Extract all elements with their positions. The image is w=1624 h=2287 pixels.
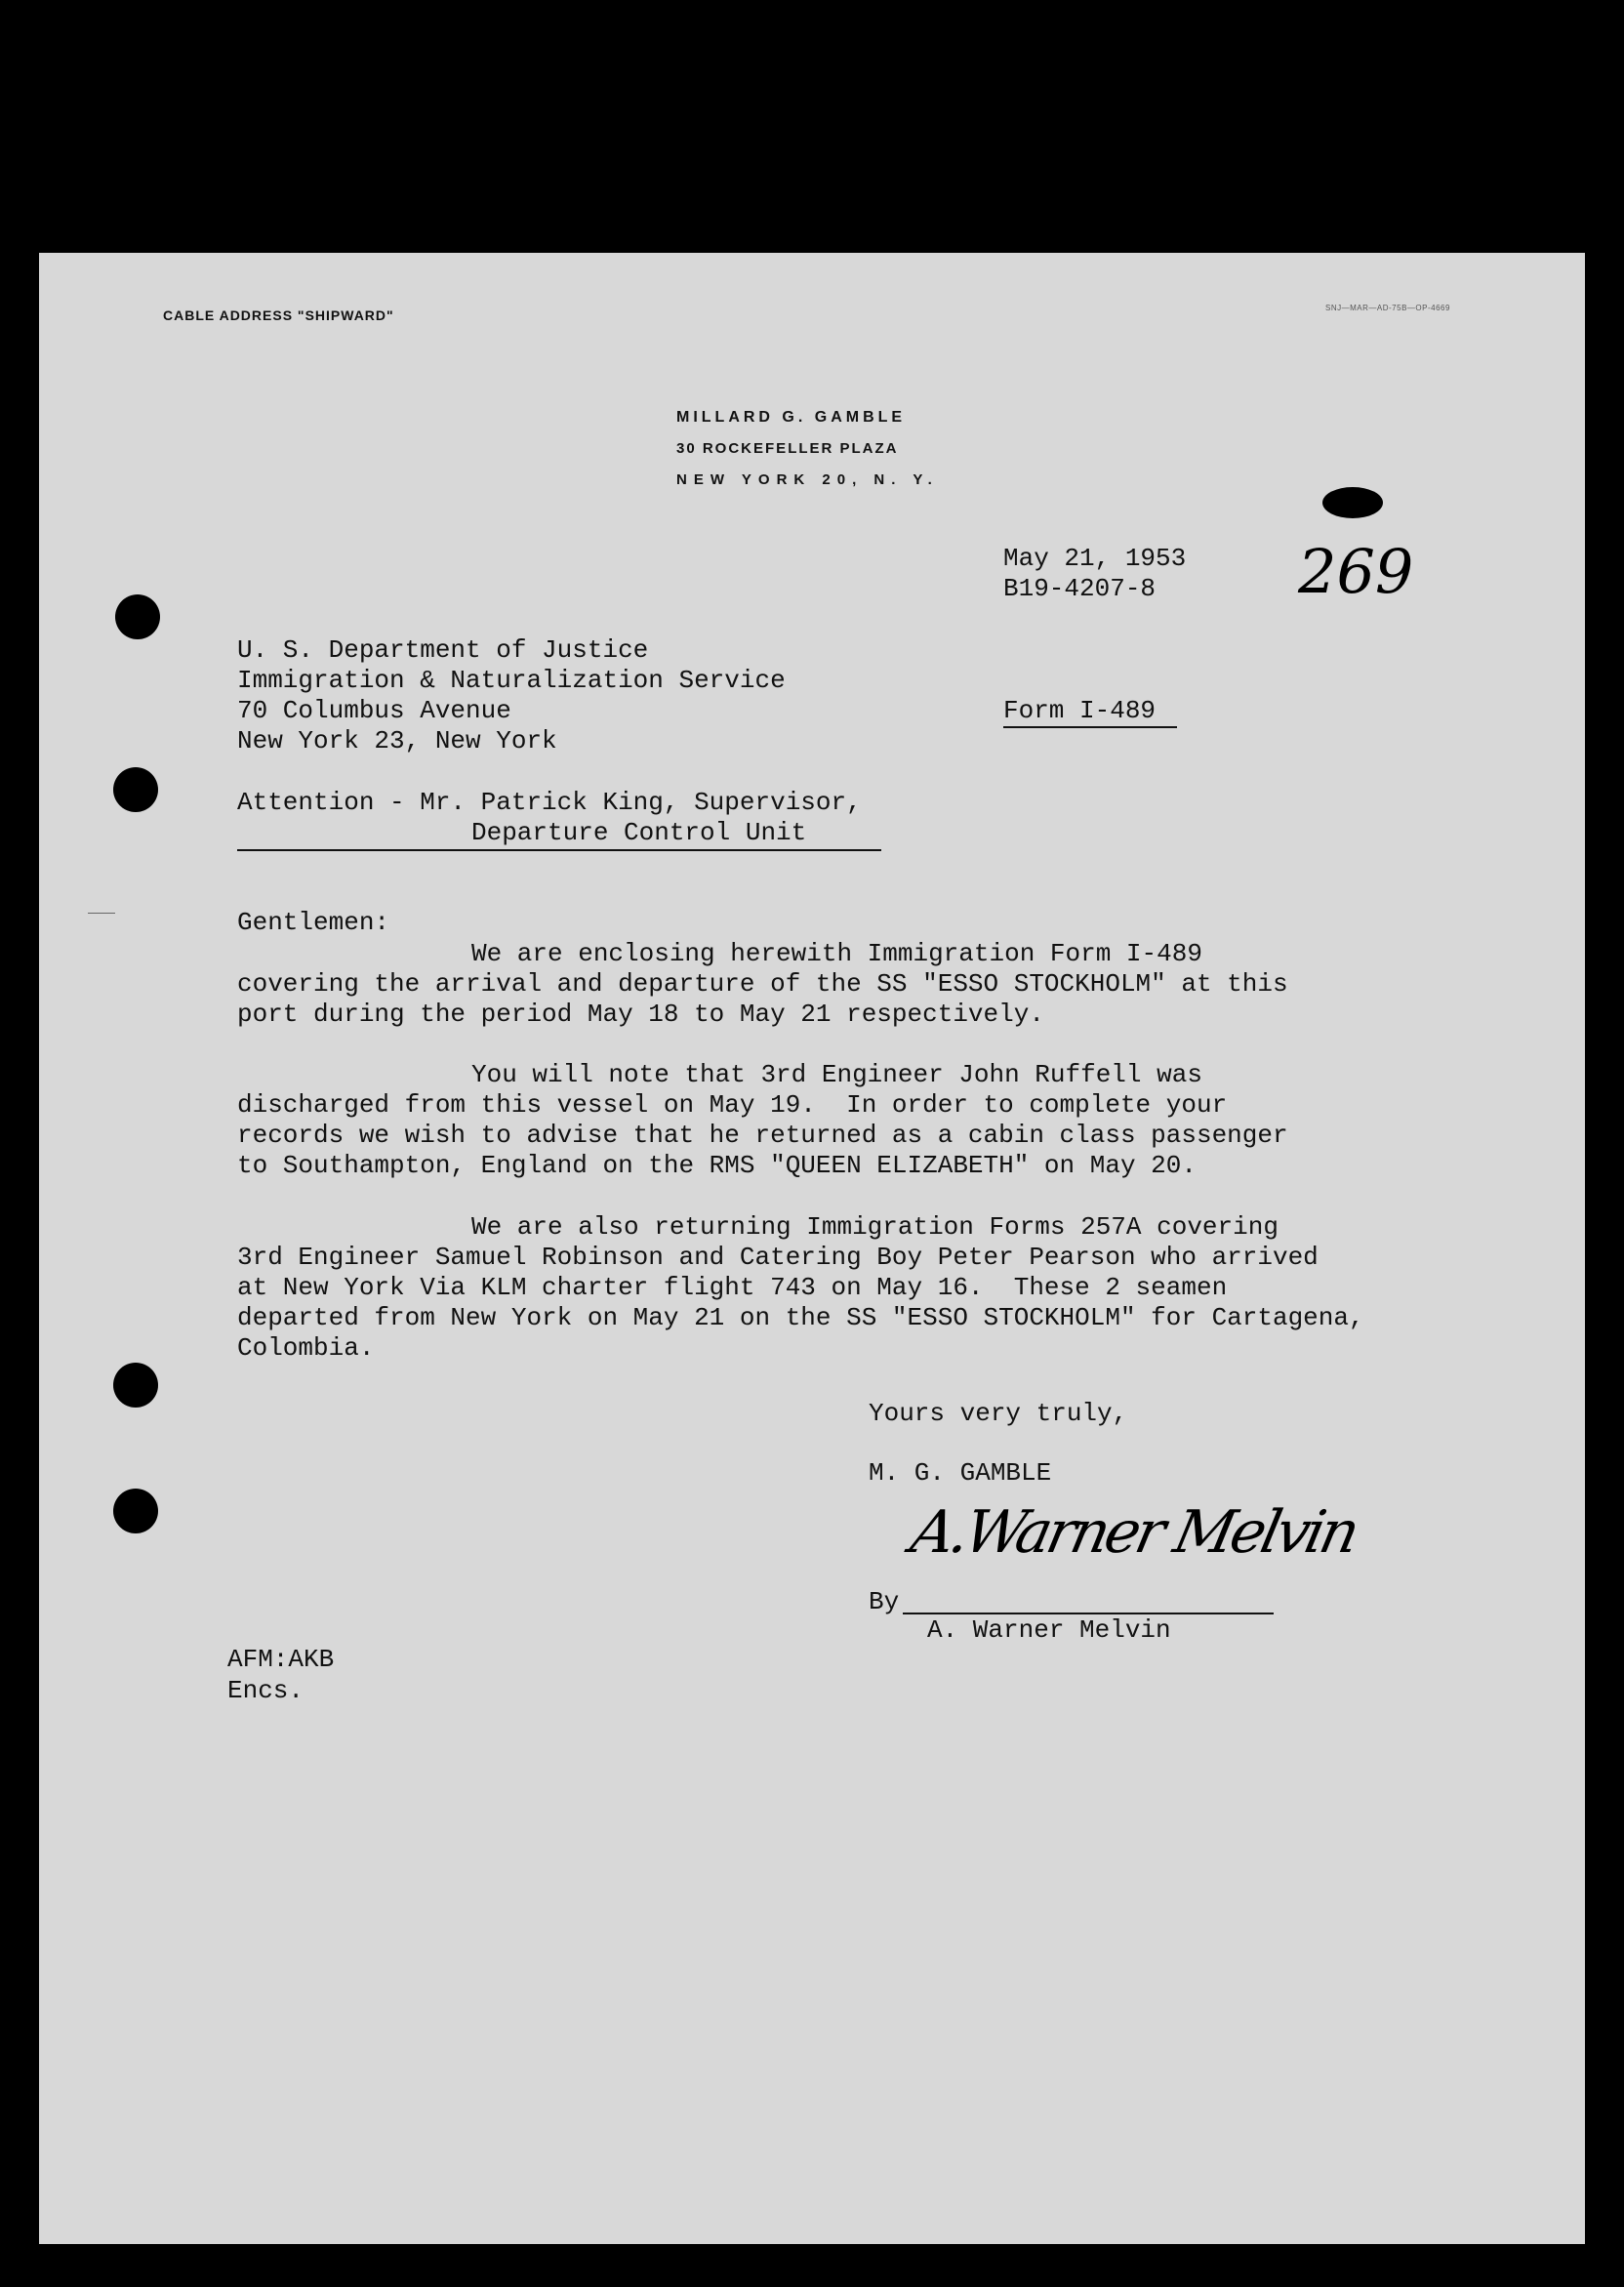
margin-mark <box>88 913 115 914</box>
cable-address: CABLE ADDRESS "SHIPWARD" <box>163 307 394 323</box>
attention-line-1: Attention - Mr. Patrick King, Supervisor, <box>237 788 862 817</box>
letter-date: May 21, 1953 <box>1003 544 1187 573</box>
body-line: to Southampton, England on the RMS "QUEEN ELIZABETH" on May 20. <box>237 1151 1197 1180</box>
handwritten-number: 269 <box>1298 536 1414 607</box>
signer-name: A. Warner Melvin <box>927 1615 1171 1645</box>
body-line: departed from New York on May 21 on the SS "ESSO STOCKHOLM" for Cartagena, <box>237 1303 1364 1332</box>
body-line: covering the arrival and departure of the SS "ESSO STOCKHOLM" at this <box>237 969 1288 999</box>
body-line: We are also returning Immigration Forms 257A covering <box>471 1212 1279 1242</box>
reference-number: B19-4207-8 <box>1003 574 1157 603</box>
typist-initials: AFM:AKB <box>227 1645 335 1674</box>
attention-line-2: Departure Control Unit <box>471 818 807 847</box>
punch-hole <box>113 1363 158 1408</box>
body-line: discharged from this vessel on May 19. In order to complete your <box>237 1090 1228 1120</box>
body-line: port during the period May 18 to May 21 respectively. <box>237 1000 1044 1029</box>
ink-blot <box>1322 487 1383 518</box>
body-line: 3rd Engineer Samuel Robinson and Catering Boy Peter Pearson who arrived <box>237 1243 1319 1272</box>
signer-company: M. G. GAMBLE <box>869 1458 1052 1488</box>
form-code: SNJ—MAR—AD-75B—OP-4669 <box>1325 304 1450 312</box>
body-line: at New York Via KLM charter flight 743 on May 16. These 2 seamen <box>237 1273 1228 1302</box>
enclosures: Encs. <box>227 1676 304 1705</box>
letterhead-address-2: NEW YORK 20, N. Y. <box>676 471 939 488</box>
attention-rule <box>237 849 881 851</box>
handwritten-signature: A.Warner Melvin <box>905 1498 1362 1567</box>
punch-hole <box>113 1489 158 1533</box>
body-line: records we wish to advise that he returned as a cabin class passenger <box>237 1121 1288 1150</box>
salutation: Gentlemen: <box>237 908 390 937</box>
punch-hole <box>113 767 158 812</box>
body-line: We are enclosing herewith Immigration Form I-489 <box>471 939 1202 968</box>
recipient-line-3: 70 Columbus Avenue <box>237 696 511 725</box>
body-line: Colombia. <box>237 1333 375 1363</box>
letterhead-address-1: 30 ROCKEFELLER PLAZA <box>676 440 899 457</box>
recipient-line-4: New York 23, New York <box>237 726 557 756</box>
body-line: You will note that 3rd Engineer John Ruffell was <box>471 1060 1202 1089</box>
recipient-line-2: Immigration & Naturalization Service <box>237 666 786 695</box>
form-reference: Form I-489 <box>1003 696 1177 728</box>
letter-page <box>39 253 1585 2244</box>
punch-hole <box>115 594 160 639</box>
letterhead-name: MILLARD G. GAMBLE <box>676 409 907 426</box>
closing: Yours very truly, <box>869 1399 1128 1428</box>
by-label: By <box>869 1587 900 1616</box>
signature-line <box>903 1613 1274 1614</box>
recipient-line-1: U. S. Department of Justice <box>237 635 649 665</box>
